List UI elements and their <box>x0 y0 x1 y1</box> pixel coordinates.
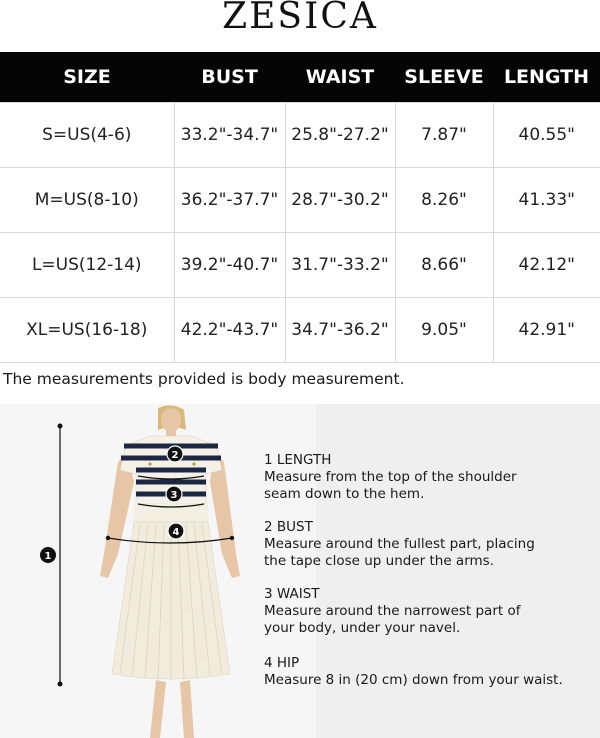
cell-sleeve: 8.66" <box>395 233 493 298</box>
marker-2 <box>167 446 183 462</box>
marker-1 <box>40 547 56 563</box>
left-leg <box>150 680 166 738</box>
cell-size: L=US(12-14) <box>0 233 174 298</box>
measurement-figure <box>0 404 600 738</box>
cell-length: 42.91" <box>493 298 600 363</box>
length-line-top-dot <box>58 424 63 429</box>
table-row <box>0 103 600 168</box>
hip-line-dot <box>106 536 110 540</box>
hip-line-dot <box>230 536 234 540</box>
measurement-desc: Measure around the fullest part, placing the tape close up under the arms. <box>264 536 535 569</box>
measurement-waist <box>264 586 594 637</box>
table-row <box>0 168 600 233</box>
cell-length: 41.33" <box>493 168 600 233</box>
measurement-hip <box>264 655 594 689</box>
marker-2-label: 2 <box>171 450 179 461</box>
header-size: SIZE <box>0 52 174 103</box>
table-header-row <box>0 52 600 103</box>
cell-waist: 25.8"-27.2" <box>285 103 395 168</box>
button-detail <box>148 462 152 466</box>
measurement-desc: Measure 8 in (20 cm) down from your waist. <box>264 672 563 688</box>
cell-bust: 42.2"-43.7" <box>174 298 285 363</box>
marker-4-label: 4 <box>172 527 180 538</box>
cell-size: S=US(4-6) <box>0 103 174 168</box>
measurement-title: 1 LENGTH <box>264 452 332 468</box>
measurement-title: 4 HIP <box>264 655 300 671</box>
cell-length: 42.12" <box>493 233 600 298</box>
cell-sleeve: 8.26" <box>395 168 493 233</box>
measurement-length <box>264 452 594 503</box>
measurement-title: 2 BUST <box>264 519 313 535</box>
table-row <box>0 298 600 363</box>
table-row <box>0 233 600 298</box>
cell-waist: 31.7"-33.2" <box>285 233 395 298</box>
head-shape <box>161 408 181 432</box>
brand-logo: ZESICA <box>222 0 378 37</box>
cell-sleeve: 9.05" <box>395 298 493 363</box>
header-waist: WAIST <box>285 52 395 103</box>
marker-4 <box>168 523 184 539</box>
length-line-bottom-dot <box>58 682 63 687</box>
header-bust: BUST <box>174 52 285 103</box>
header-sleeve: SLEEVE <box>395 52 493 103</box>
measurement-title: 3 WAIST <box>264 586 320 602</box>
measurement-desc: Measure from the top of the shoulder seam down to the hem. <box>264 469 517 502</box>
marker-1-label: 1 <box>44 551 52 562</box>
marker-3-label: 3 <box>170 490 178 501</box>
cell-sleeve: 7.87" <box>395 103 493 168</box>
measurement-bust <box>264 519 594 570</box>
size-chart-table <box>0 52 600 363</box>
measurement-desc: Measure around the narrowest part of your body, under your navel. <box>264 603 521 636</box>
cell-waist: 34.7"-36.2" <box>285 298 395 363</box>
cell-length: 40.55" <box>493 103 600 168</box>
right-leg <box>180 680 194 738</box>
cell-bust: 36.2"-37.7" <box>174 168 285 233</box>
cell-size: XL=US(16-18) <box>0 298 174 363</box>
button-detail <box>192 462 196 466</box>
cell-bust: 33.2"-34.7" <box>174 103 285 168</box>
cell-bust: 39.2"-40.7" <box>174 233 285 298</box>
cell-waist: 28.7"-30.2" <box>285 168 395 233</box>
measurement-note: The measurements provided is body measurement. <box>3 370 405 388</box>
marker-3 <box>166 486 182 502</box>
header-length: LENGTH <box>493 52 600 103</box>
cell-size: M=US(8-10) <box>0 168 174 233</box>
